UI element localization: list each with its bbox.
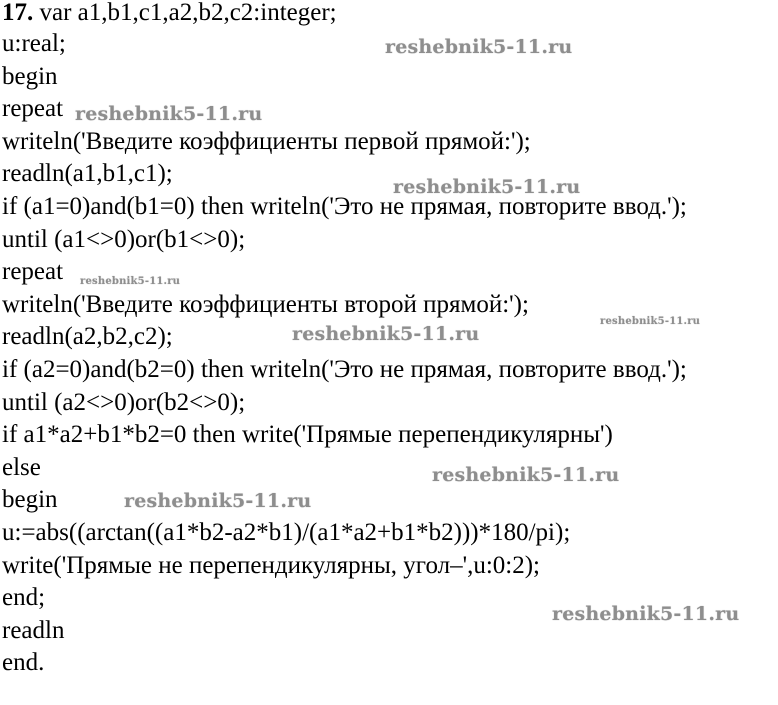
code-line-15: else xyxy=(2,453,41,481)
code-line-3: begin xyxy=(2,62,58,90)
code-line-13: until (a2<>0)or(b2<>0); xyxy=(2,388,246,416)
code-line-18: write('Прямые не перепендикулярны, угол–',u:0:2); xyxy=(2,551,541,579)
code-line-20: readln xyxy=(2,616,65,644)
code-line-text: var a1,b1,c1,a2,b2,c2:integer; xyxy=(33,0,337,26)
code-line-4: repeat xyxy=(2,95,64,123)
code-line-7: if (a1=0)and(b1=0) then writeln('Это не прямая, повторите ввод.'); xyxy=(2,192,687,220)
code-line-6: readln(a1,b1,c1); xyxy=(2,160,173,188)
watermark: reshebnik5-11.ru xyxy=(80,276,181,287)
watermark: reshebnik5-11.ru xyxy=(292,323,480,345)
code-line-8: until (a1<>0)or(b1<>0); xyxy=(2,225,246,253)
watermark: reshebnik5-11.ru xyxy=(600,316,701,327)
code-line-9: repeat xyxy=(2,258,64,286)
code-line-17: u:=abs((arctan((a1*b2-a2*b1)/(a1*a2+b1*b2)))*180/pi); xyxy=(2,518,571,546)
code-line-12: if (a2=0)and(b2=0) then writeln('Это не прямая, повторите ввод.'); xyxy=(2,355,687,383)
code-line-5: writeln('Введите коэффициенты первой прямой:'); xyxy=(2,127,531,155)
code-line-11: readln(a2,b2,c2); xyxy=(2,323,173,351)
task-number: 17. xyxy=(2,0,34,26)
watermark: reshebnik5-11.ru xyxy=(393,176,581,198)
watermark: reshebnik5-11.ru xyxy=(385,36,573,58)
code-line-21: end. xyxy=(2,649,45,677)
watermark: reshebnik5-11.ru xyxy=(124,490,312,512)
code-line-1 xyxy=(2,0,778,28)
code-line-10: writeln('Введите коэффициенты второй прямой:'); xyxy=(2,290,529,318)
watermark: reshebnik5-11.ru xyxy=(75,103,263,125)
code-line-16: begin xyxy=(2,486,58,514)
code-line-2: u:real; xyxy=(2,30,66,57)
watermark: reshebnik5-11.ru xyxy=(552,603,740,625)
code-line-14: if a1*a2+b1*b2=0 then write('Прямые перепендикулярны') xyxy=(2,421,613,449)
watermark: reshebnik5-11.ru xyxy=(432,464,620,486)
code-line-19: end; xyxy=(2,584,46,612)
